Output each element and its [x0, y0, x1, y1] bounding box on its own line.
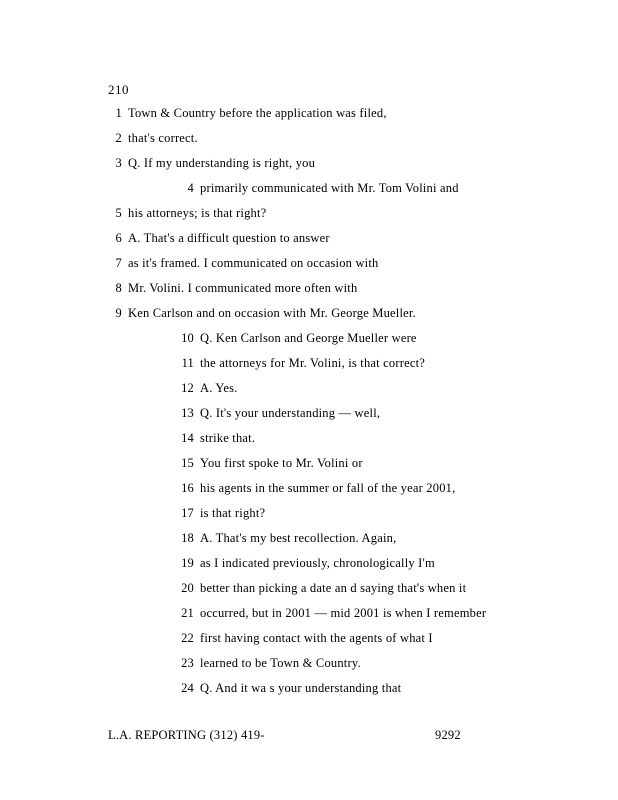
- transcript-line: [108, 381, 578, 406]
- line-text: first having contact with the agents of what I: [200, 631, 433, 645]
- line-text: Town & Country before the application was filed,: [128, 106, 387, 120]
- transcript-line: [108, 456, 578, 481]
- transcript-line: [108, 331, 578, 356]
- transcript-line: [108, 431, 578, 456]
- line-text: better than picking a date an d saying that's when it: [200, 581, 467, 595]
- transcript-line: [108, 656, 578, 681]
- line-text: strike that.: [200, 431, 256, 445]
- line-text: A. Yes.: [200, 381, 238, 395]
- line-number: 10: [181, 331, 194, 345]
- line-number: 17: [181, 506, 194, 520]
- line-text: primarily communicated with Mr. Tom Volini and: [200, 181, 459, 195]
- transcript-line: [108, 306, 578, 331]
- transcript-line: [108, 531, 578, 556]
- line-text: the attorneys for Mr. Volini, is that correct?: [200, 356, 426, 370]
- transcript-line: [108, 356, 578, 381]
- line-text: Ken Carlson and on occasion with Mr. George Mueller.: [128, 306, 416, 320]
- line-text: Mr. Volini. I communicated more often with: [128, 281, 358, 295]
- line-number: 13: [181, 406, 194, 420]
- transcript-line: [108, 481, 578, 506]
- transcript-line: [108, 506, 578, 531]
- line-number: 5: [115, 206, 122, 220]
- line-number: 11: [181, 356, 194, 370]
- line-number: 24: [181, 681, 194, 695]
- line-number: 21: [181, 606, 194, 620]
- transcript-line: [108, 281, 578, 306]
- line-number: 8: [115, 281, 122, 295]
- line-number: 15: [181, 456, 194, 470]
- transcript-line: [108, 581, 578, 606]
- transcript-line: [108, 256, 578, 281]
- line-text: A. That's a difficult question to answer: [128, 231, 330, 245]
- line-number: 23: [181, 656, 194, 670]
- line-number: 14: [181, 431, 194, 445]
- transcript-line: [108, 406, 578, 431]
- transcript-line: [108, 681, 578, 706]
- line-text: that's correct.: [128, 131, 198, 145]
- line-text: Q. It's your understanding — well,: [200, 406, 381, 420]
- transcript-body: [108, 106, 578, 706]
- line-text: as I indicated previously, chronologically I'm: [200, 556, 435, 570]
- footer-reporter-info: L.A. REPORTING (312) 419-: [108, 728, 265, 742]
- transcript-line: [108, 156, 578, 181]
- line-text: is that right?: [200, 506, 266, 520]
- transcript-line: [108, 556, 578, 581]
- line-number: 12: [181, 381, 194, 395]
- line-text: You first spoke to Mr. Volini or: [200, 456, 363, 470]
- line-number: 1: [115, 106, 122, 120]
- line-text: Q. Ken Carlson and George Mueller were: [200, 331, 417, 345]
- line-number: 9: [115, 306, 122, 320]
- line-number: 22: [181, 631, 194, 645]
- line-text: his agents in the summer or fall of the year 2001,: [200, 481, 456, 495]
- line-text: Q. If my understanding is right, you: [128, 156, 316, 170]
- transcript-line: [108, 131, 578, 156]
- page-footer: [108, 728, 578, 743]
- transcript-line: [108, 631, 578, 656]
- line-number: 2: [115, 131, 122, 145]
- transcript-line: [108, 181, 578, 206]
- line-text: A. That's my best recollection. Again,: [200, 531, 397, 545]
- line-number: 18: [181, 531, 194, 545]
- page-number: 210: [108, 82, 129, 97]
- transcript-line: [108, 606, 578, 631]
- line-text: as it's framed. I communicated on occasion with: [128, 256, 379, 270]
- line-text: learned to be Town & Country.: [200, 656, 361, 670]
- line-number: 16: [181, 481, 194, 495]
- line-number: 4: [187, 181, 194, 195]
- footer-phone-number: 9292: [435, 728, 461, 742]
- line-text: occurred, but in 2001 — mid 2001 is when I remember: [200, 606, 487, 620]
- transcript-line: [108, 231, 578, 256]
- transcript-line: [108, 206, 578, 231]
- line-number: 20: [181, 581, 194, 595]
- line-text: Q. And it wa s your understanding that: [200, 681, 402, 695]
- line-number: 3: [115, 156, 122, 170]
- line-number: 19: [181, 556, 194, 570]
- line-text: his attorneys; is that right?: [128, 206, 267, 220]
- line-number: 6: [115, 231, 122, 245]
- line-number: 7: [115, 256, 122, 270]
- transcript-line: [108, 106, 578, 131]
